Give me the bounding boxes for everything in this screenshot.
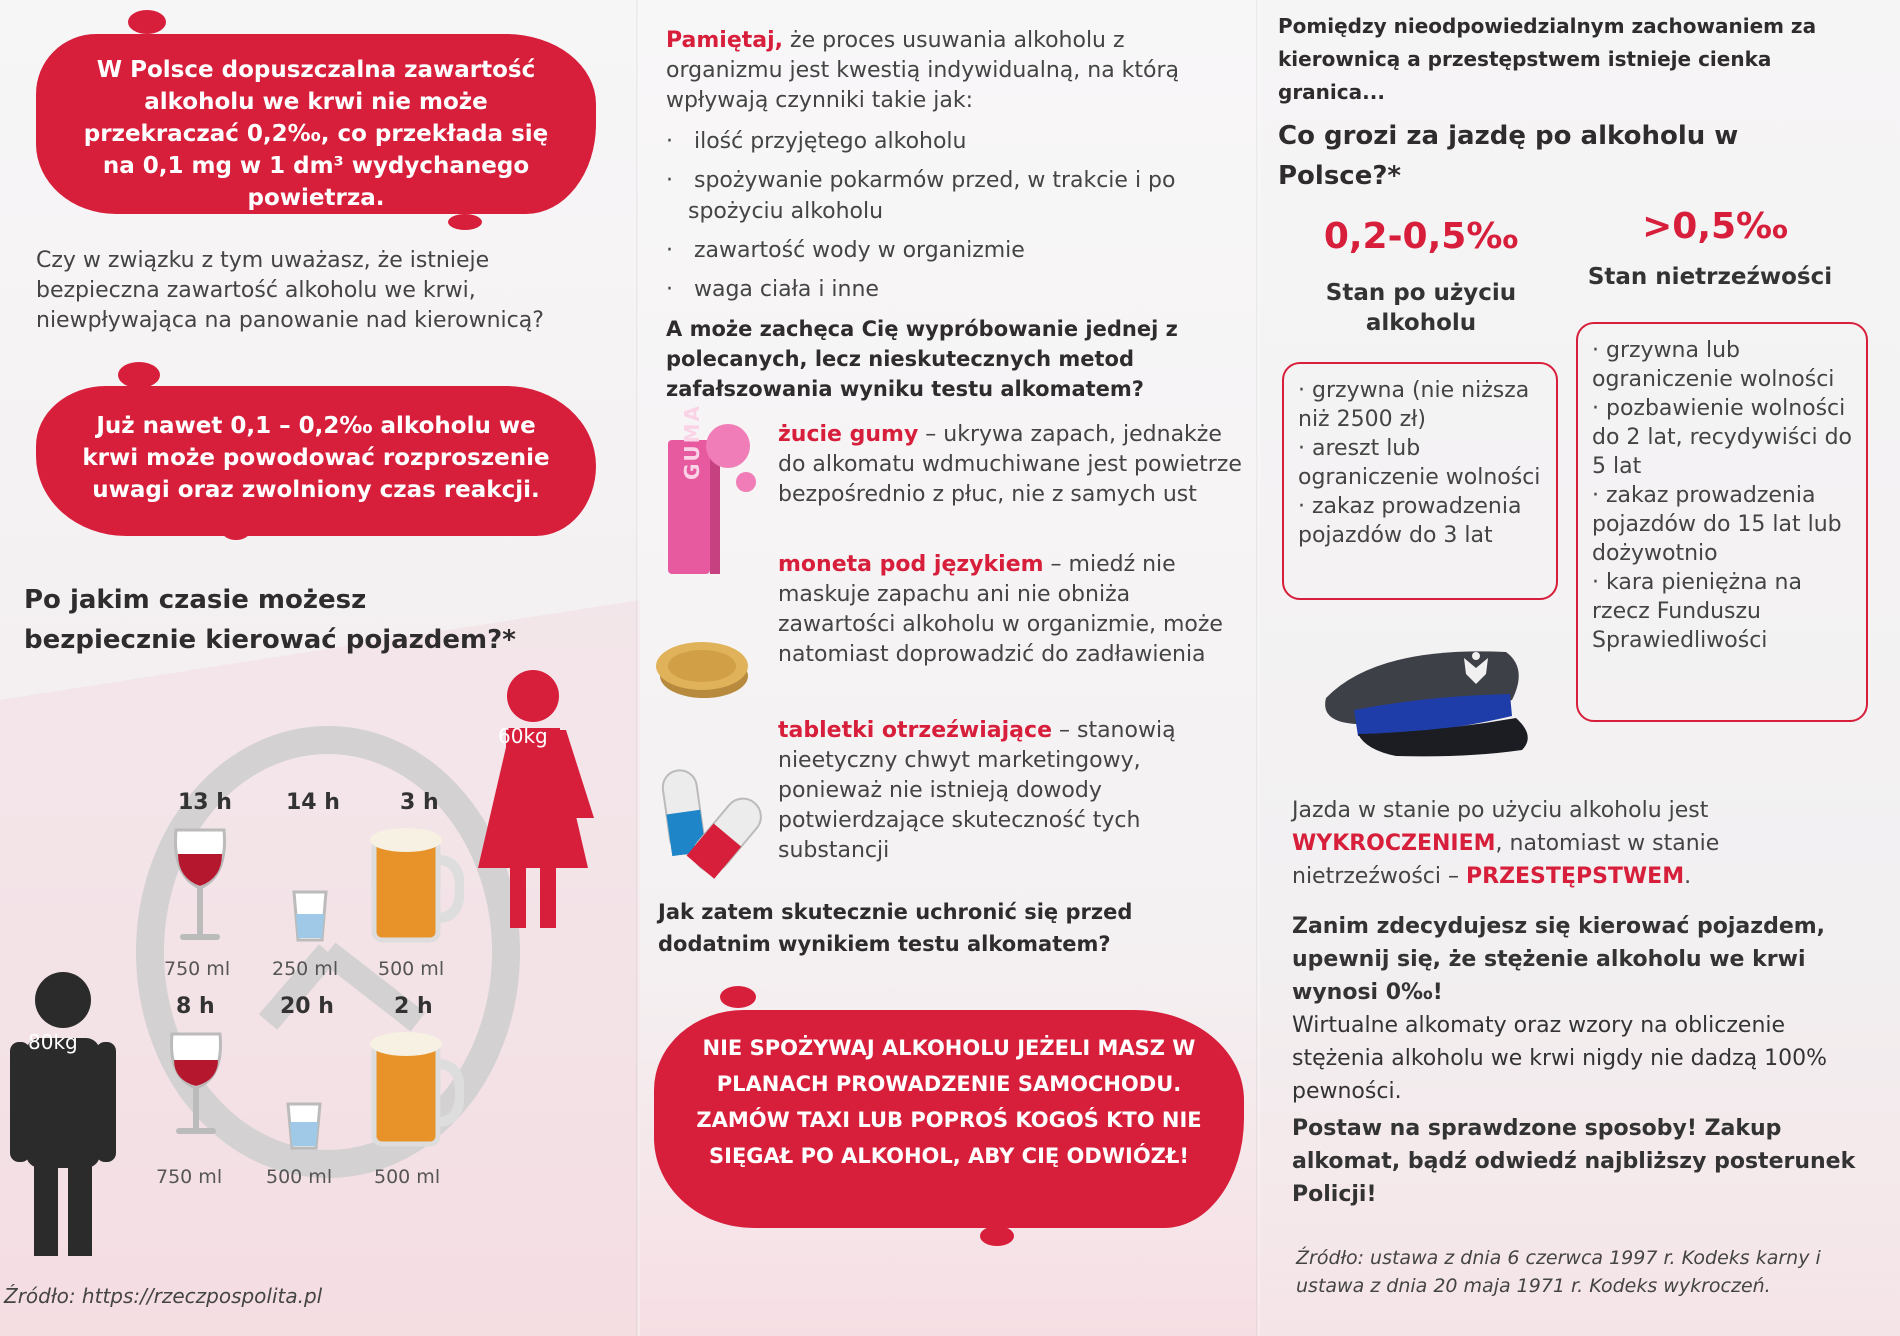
police-cap-icon bbox=[1316, 638, 1536, 768]
beer-volume: 500 ml bbox=[378, 958, 445, 980]
list-item: · ilość przyjętego alkoholu bbox=[666, 129, 967, 154]
penalty-item: · grzywna lub ograniczenie wolności bbox=[1592, 338, 1835, 392]
intro-text: Pomiędzy nieodpowiedzialnym zachowaniem za kierownicą a przestępstwem istnieje cienka granica... bbox=[1278, 14, 1817, 104]
beer-mug-icon bbox=[368, 826, 464, 944]
list-item: · zawartość wody w organizmie bbox=[666, 238, 1025, 263]
beer-hours: 2 h bbox=[394, 994, 433, 1019]
method-text: – stanowią nieetyczny chwyt marketingowy, ponieważ nie istnieją dowody potwierdzające skuteczność tych substancji bbox=[778, 718, 1176, 863]
shot-glass-icon bbox=[290, 888, 330, 944]
vodka-hours: 14 h bbox=[286, 790, 340, 815]
woman-weight: 60kg bbox=[498, 724, 548, 748]
method-text: – miedź nie maskuje zapachu ani nie obniża zawartości alkoholu w organizmie, może natomiast doprowadzić do zadławienia bbox=[778, 552, 1223, 667]
blob-advice-text: NIE SPOŻYWAJ ALKOHOLU JEŻELI MASZ W PLANACH PROWADZENIE SAMOCHODU. ZAMÓW TAXI LUB POPROŚ KOGOŚ KTO NIE SIĘGAŁ PO ALKOHOL, ABY CIĘ ODWIÓZŁ! bbox=[696, 1036, 1202, 1168]
protection-question: Jak zatem skutecznie uchronić się przed dodatnim wynikiem testu alkomatem? bbox=[658, 900, 1133, 956]
method-title: żucie gumy bbox=[778, 422, 919, 447]
man-icon bbox=[8, 968, 118, 1258]
penalty-item: · zakaz prowadzenia pojazdów do 15 lat lub dożywotnio bbox=[1592, 483, 1842, 566]
penalties-box-high bbox=[1576, 322, 1868, 722]
blob-advice bbox=[654, 1010, 1244, 1228]
penalty-item: · grzywna (nie niższa niż 2500 zł) bbox=[1298, 378, 1530, 432]
factor-list bbox=[666, 126, 1226, 305]
blob-droplet bbox=[448, 214, 482, 230]
blob-limit-text: W Polsce dopuszczalna zawartość alkoholu we krwi nie może przekraczać 0,2‰, co przekłada się na 0,1 mg w 1 dm³ wydychanego powietrza. bbox=[83, 57, 549, 211]
shot-glass-icon bbox=[284, 1100, 324, 1152]
check-text: Wirtualne alkomaty oraz wzory na obliczenie stężenia alkoholu we krwi nigdy nie dadzą 100% pewności. bbox=[1292, 1013, 1828, 1104]
beer-volume: 500 ml bbox=[374, 1166, 441, 1188]
beer-hours: 3 h bbox=[400, 790, 439, 815]
list-item: · spożywanie pokarmów przed, w trakcie i po spożyciu alkoholu bbox=[666, 168, 1176, 224]
range-high: >0,5‰ bbox=[1642, 206, 1788, 247]
method-gum bbox=[778, 420, 1248, 510]
blob-warning-text: Już nawet 0,1 – 0,2‰ alkoholu we krwi może powodować rozproszenie uwagi oraz zwolniony czas reakcji. bbox=[82, 413, 550, 503]
state-label-high: Stan nietrzeźwości bbox=[1587, 264, 1833, 290]
state-label-low: Stan po użyciu alkoholu bbox=[1325, 280, 1517, 336]
vodka-volume: 250 ml bbox=[272, 958, 339, 980]
source-note: Źródło: ustawa z dnia 6 czerwca 1997 r. Kodeks karny i ustawa z dnia 20 maja 1971 r. Kodeks wykroczeń. bbox=[1296, 1247, 1821, 1297]
final-advice: Postaw na sprawdzone sposoby! Zakup alkomat, bądź odwiedź najbliższy posterunek Policji! bbox=[1292, 1116, 1856, 1207]
source-note: Źródło: https://rzeczpospolita.pl bbox=[4, 1284, 323, 1308]
method-coin bbox=[778, 550, 1248, 670]
penalty-item: · kara pieniężna na rzecz Funduszu Sprawiedliwości bbox=[1592, 570, 1802, 653]
panel-right bbox=[1260, 0, 1900, 1336]
wine-glass-icon bbox=[166, 1030, 226, 1140]
blob-droplet bbox=[222, 522, 250, 540]
wine-hours: 13 h bbox=[178, 790, 232, 815]
check-bold: Zanim zdecydujesz się kierować pojazdem, upewnij się, że stężenie alkoholu we krwi wynosi 0‰! bbox=[1292, 914, 1826, 1005]
blob-warning bbox=[36, 386, 596, 536]
penalties-heading: Co grozi za jazdę po alkoholu w Polsce?* bbox=[1278, 121, 1739, 191]
beer-mug-icon bbox=[368, 1030, 464, 1148]
vodka-volume: 500 ml bbox=[266, 1166, 333, 1188]
woman-icon bbox=[470, 668, 600, 930]
question-text: Czy w związku z tym uważasz, że istnieje bezpieczna zawartość alkoholu we krwi, niewpływająca na panowanie nad kierownicą? bbox=[36, 248, 544, 333]
coins-icon bbox=[654, 636, 754, 706]
method-title: moneta pod językiem bbox=[778, 552, 1044, 577]
man-weight: 80kg bbox=[28, 1030, 78, 1054]
penalty-item: · areszt lub ograniczenie wolności bbox=[1298, 436, 1541, 490]
wine-hours: 8 h bbox=[176, 994, 215, 1019]
blob-limit bbox=[36, 34, 596, 214]
method-pills bbox=[778, 716, 1248, 866]
offense-paragraph: Jazda w stanie po użyciu alkoholu jest WYKROCZENIEM, natomiast w stanie nietrzeźwości – PRZESTĘPSTWEM. bbox=[1292, 798, 1720, 889]
wine-volume: 750 ml bbox=[156, 1166, 223, 1188]
intro-paragraph bbox=[666, 26, 1226, 116]
gum-icon bbox=[660, 420, 756, 580]
vodka-hours: 20 h bbox=[280, 994, 334, 1019]
crime-word: PRZESTĘPSTWEM bbox=[1466, 864, 1685, 889]
list-item: · waga ciała i inne bbox=[666, 277, 879, 302]
blob-droplet bbox=[118, 362, 160, 388]
panel-middle bbox=[640, 0, 1260, 1336]
method-text: – ukrywa zapach, jednakże do alkomatu wdmuchiwane jest powietrze bezpośrednio z płuc, nie z samych ust bbox=[778, 422, 1242, 507]
penalty-item: · zakaz prowadzenia pojazdów do 3 lat bbox=[1298, 494, 1522, 548]
penalties-box-low bbox=[1282, 362, 1558, 600]
check-paragraph bbox=[1292, 910, 1862, 1211]
panel-left bbox=[0, 0, 640, 1336]
blob-droplet bbox=[720, 986, 756, 1008]
blob-droplet bbox=[128, 10, 166, 34]
offense-word: WYKROCZENIEM bbox=[1292, 831, 1496, 856]
penalty-item: · pozbawienie wolności do 2 lat, recydywiści do 5 lat bbox=[1592, 396, 1853, 479]
range-low: 0,2-0,5‰ bbox=[1323, 216, 1519, 257]
wine-glass-icon bbox=[170, 826, 230, 946]
methods-question: A może zachęca Cię wypróbowanie jednej z polecanych, lecz nieskutecznych metod zafałszowania wyniku testu alkomatem? bbox=[666, 317, 1178, 401]
intro-text: że proces usuwania alkoholu z organizmu jest kwestią indywidualną, na którą wpływają czynniki takie jak: bbox=[666, 28, 1180, 113]
intro-highlight: Pamiętaj, bbox=[666, 28, 784, 53]
time-heading: Po jakim czasie możesz bezpiecznie kierować pojazdem?* bbox=[24, 585, 516, 655]
method-title: tabletki otrzeźwiające bbox=[778, 718, 1052, 743]
pills-icon bbox=[654, 760, 764, 880]
blob-droplet bbox=[980, 1226, 1014, 1246]
gum-label: GUMA bbox=[680, 403, 704, 480]
wine-volume: 750 ml bbox=[164, 958, 231, 980]
